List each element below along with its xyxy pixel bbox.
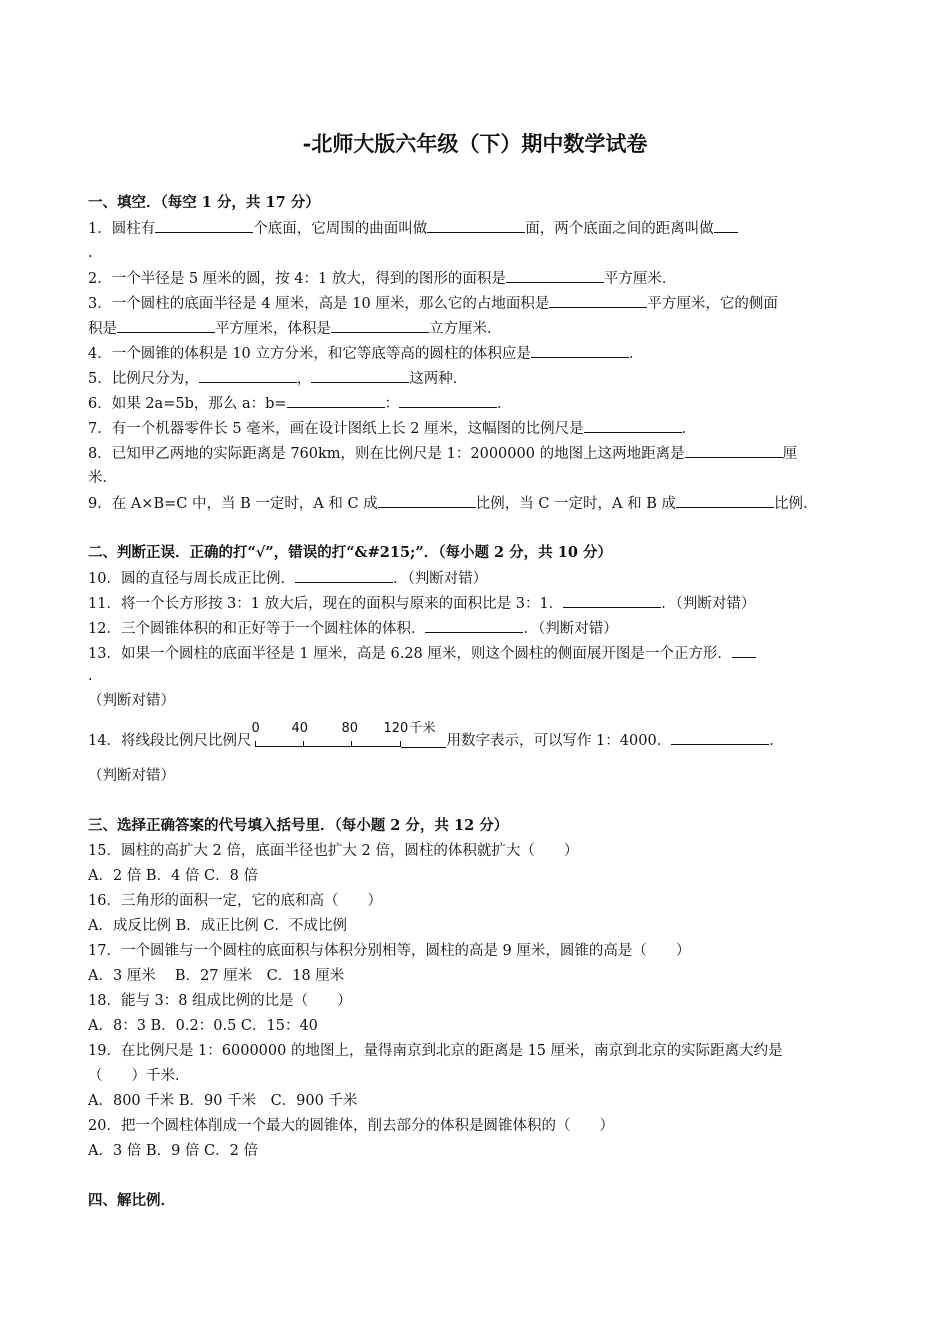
line-segment-scale xyxy=(251,721,446,751)
scale-label-40: 40 xyxy=(291,721,308,736)
page-title: -北师大版六年级（下）期中数学试卷 xyxy=(302,131,648,156)
q5-text-b: ， xyxy=(296,371,312,387)
answer-blank[interactable] xyxy=(311,368,409,383)
q3-text-a: 3．一个圆柱的底面半径是 4 厘米，高是 10 厘米，那么它的占地面积是 xyxy=(88,296,550,312)
scale-tick xyxy=(400,741,401,747)
answer-blank[interactable] xyxy=(584,418,682,433)
answer-blank[interactable] xyxy=(531,343,629,358)
q14-text-c: ． xyxy=(769,733,784,749)
q5-text-c: 这两种． xyxy=(409,371,468,387)
q3-text-d: 平方厘米，体积是 xyxy=(215,321,331,337)
q5-text-a: 5．比例尺分为， xyxy=(88,371,199,387)
q3-text-c: 积是 xyxy=(88,321,117,337)
q6-text-c: ． xyxy=(497,396,512,412)
section-2-heading: 二、判断正误．正确的打“√”，错误的打“&#215;”．（每小题 2 分，共 10 分） xyxy=(88,544,612,561)
question-7 xyxy=(88,418,890,439)
question-3 xyxy=(88,293,890,314)
question-2 xyxy=(88,268,890,289)
question-12 xyxy=(88,618,890,639)
q6-text-a: 6．如果 2a=5b，那么 a：b= xyxy=(88,396,287,412)
answer-blank[interactable] xyxy=(199,368,297,383)
scale-tick xyxy=(255,741,256,747)
question-20: 20．把一个圆柱体削成一个最大的圆锥体，削去部分的体积是圆锥体积的（ ） xyxy=(88,1118,614,1134)
question-3-cont xyxy=(88,318,890,339)
q10-text-a: 10．圆的直径与周长成正比例． xyxy=(88,571,295,587)
section-1-heading: 一、填空．（每空 1 分，共 17 分） xyxy=(88,194,320,211)
answer-blank[interactable] xyxy=(295,568,393,583)
answer-blank[interactable] xyxy=(671,730,769,745)
section-4-heading: 四、解比例． xyxy=(88,1192,175,1209)
q14-text-a: 14．将线段比例尺比例尺 xyxy=(88,733,252,749)
question-9 xyxy=(88,493,890,514)
section-3-heading: 三、选择正确答案的代号填入括号里．（每小题 2 分，共 12 分） xyxy=(88,817,509,834)
answer-blank[interactable] xyxy=(399,393,497,408)
q9-text-b: 比例，当 C 一定时，A 和 B 成 xyxy=(475,496,677,512)
q8-text-b: 厘 xyxy=(782,446,798,462)
q8-text-a: 8．已知甲乙两地的实际距离是 760km，则在比例尺是 1：2000000 的地图上这两地距离是 xyxy=(88,446,685,462)
question-15: 15．圆柱的高扩大 2 倍，底面半径也扩大 2 倍，圆柱的体积就扩大（ ） xyxy=(88,843,579,859)
answer-blank[interactable] xyxy=(117,318,215,333)
scale-label-120: 120 xyxy=(383,721,409,736)
question-19-cont: （ ）千米． xyxy=(88,1068,190,1084)
question-20-options: A．3 倍 B．9 倍 C．2 倍 xyxy=(88,1143,258,1159)
answer-blank[interactable] xyxy=(549,293,647,308)
question-14 xyxy=(88,721,890,751)
question-1 xyxy=(88,218,890,239)
answer-blank[interactable] xyxy=(378,493,476,508)
question-13 xyxy=(88,643,890,664)
scale-tick xyxy=(303,741,304,747)
answer-blank[interactable] xyxy=(563,593,661,608)
answer-blank[interactable] xyxy=(425,618,523,633)
scale-label-0: 0 xyxy=(251,721,260,736)
q2-text-b: 平方厘米． xyxy=(603,271,677,287)
q14-text-b: 用数字表示，可以写作 1：4000． xyxy=(446,733,672,749)
q10-text-b: ．（判断对错） xyxy=(392,571,488,587)
q4-text-b: ． xyxy=(628,346,644,362)
question-18-options: A．8：3 B．0.2：0.5 C．15：40 xyxy=(88,1018,318,1034)
question-11 xyxy=(88,593,890,614)
q2-text-a: 2．一个半径是 5 厘米的圆，按 4：1 放大，得到的图形的面积是 xyxy=(88,271,506,287)
scale-unit: 千米 xyxy=(409,721,436,736)
q9-text-a: 9．在 A×B=C 中，当 B 一定时，A 和 C 成 xyxy=(88,496,378,512)
question-15-options: A．2 倍 B．4 倍 C．8 倍 xyxy=(88,868,258,884)
scale-tick xyxy=(351,741,352,747)
q7-text-b: ． xyxy=(681,421,697,437)
question-13-end: . xyxy=(88,668,93,684)
q3-text-e: 立方厘米． xyxy=(429,321,502,337)
answer-blank[interactable] xyxy=(155,218,253,233)
question-16: 16．三角形的面积一定，它的底和高（ ） xyxy=(88,893,382,909)
question-8 xyxy=(88,443,890,464)
answer-blank[interactable] xyxy=(506,268,604,283)
question-14-judge: （判断对错） xyxy=(88,768,175,784)
q6-text-b: ： xyxy=(384,396,400,412)
question-4 xyxy=(88,343,890,364)
answer-blank[interactable] xyxy=(331,318,429,333)
question-10 xyxy=(88,568,890,589)
q11-text-b: ．（判断对错） xyxy=(661,596,756,612)
q13-text-a: 13．如果一个圆柱的底面半径是 1 厘米，高是 6.28 厘米，则这个圆柱的侧面展开图是一个正方形． xyxy=(88,646,732,662)
answer-blank[interactable] xyxy=(685,443,783,458)
answer-blank[interactable] xyxy=(676,493,774,508)
q1-text-a: 1．圆柱有 xyxy=(88,221,156,237)
question-18: 18．能与 3：8 组成比例的比是（ ） xyxy=(88,993,352,1009)
question-19-options: A．800 千米 B．90 千米 C．900 千米 xyxy=(88,1093,358,1109)
question-16-options: A．成反比例 B．成正比例 C．不成比例 xyxy=(88,918,347,934)
scale-bar xyxy=(255,746,401,747)
question-6 xyxy=(88,393,890,414)
question-1-end: . xyxy=(88,245,93,261)
answer-blank[interactable] xyxy=(732,643,756,658)
scale-label-80: 80 xyxy=(341,721,358,736)
q1-text-c: 面，两个底面之间的距离叫做 xyxy=(525,221,714,237)
q12-text-b: ．（判断对错） xyxy=(523,621,618,637)
scale-labels xyxy=(251,719,446,736)
question-17: 17．一个圆锥与一个圆柱的底面积与体积分别相等，圆柱的高是 9 厘米，圆锥的高是（ ） xyxy=(88,943,691,959)
answer-blank[interactable] xyxy=(714,218,738,233)
q9-text-c: 比例． xyxy=(774,496,818,512)
scale-line xyxy=(401,747,446,748)
answer-blank[interactable] xyxy=(427,218,525,233)
q1-text-b: 个底面，它周围的曲面叫做 xyxy=(253,221,428,237)
q4-text-a: 4．一个圆锥的体积是 10 立方分米，和它等底等高的圆柱的体积应是 xyxy=(88,346,531,362)
question-8-cont: 米． xyxy=(88,470,117,486)
question-5 xyxy=(88,368,890,389)
question-13-judge: （判断对错） xyxy=(88,693,175,709)
q3-text-b: 平方厘米，它的侧面 xyxy=(647,296,778,312)
question-17-options: A．3 厘米 B．27 厘米 C．18 厘米 xyxy=(88,968,345,984)
answer-blank[interactable] xyxy=(287,393,385,408)
question-19: 19．在比例尺是 1：6000000 的地图上，量得南京到北京的距离是 15 厘米，南京到北京的实际距离大约是 xyxy=(88,1043,783,1059)
q7-text-a: 7．有一个机器零件长 5 毫米，画在设计图纸上长 2 厘米，这幅图的比例尺是 xyxy=(88,421,584,437)
q12-text-a: 12．三个圆锥体积的和正好等于一个圆柱体的体积． xyxy=(88,621,426,637)
q11-text-a: 11．将一个长方形按 3：1 放大后，现在的面积与原来的面积比是 3：1． xyxy=(88,596,564,612)
